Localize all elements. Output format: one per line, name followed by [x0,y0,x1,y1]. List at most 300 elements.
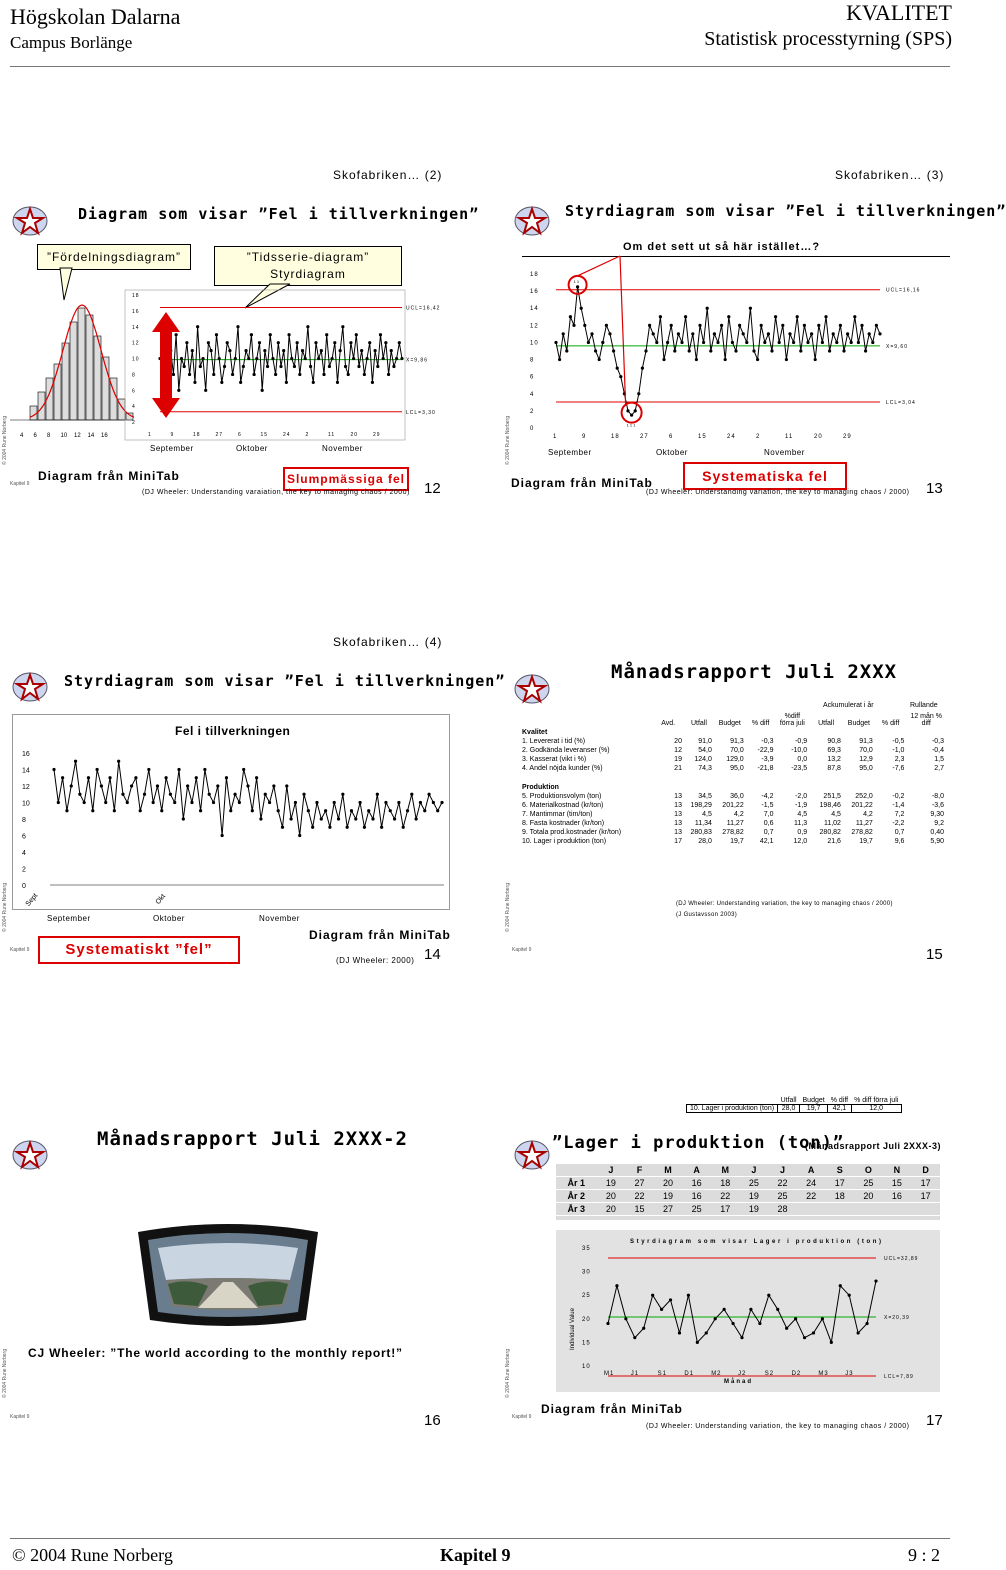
year-label: År 2 [556,1190,597,1203]
data-point [380,826,383,829]
x-tick-label: 18 [611,434,620,440]
data-point [208,793,211,796]
year-cell: 16 [682,1177,711,1190]
data-point [842,349,845,352]
slide16-quote: CJ Wheeler: ”The world according to the monthly report!” [28,1346,403,1360]
data-point [371,817,374,820]
month-label: November [322,444,363,453]
table-cell: 11,3 [794,820,808,827]
footer-rule [10,1538,950,1539]
data-point [341,325,344,328]
data-point [203,768,206,771]
table-cell: 12 mån % diff [910,713,942,727]
data-point [306,325,309,328]
data-point [387,373,390,376]
data-point [828,349,831,352]
data-point [853,315,856,318]
data-point [134,776,137,779]
data-point [363,373,366,376]
center-label: X=9,60 [886,343,908,350]
x-tick-label: J2 [738,1371,747,1377]
section-row [520,728,946,737]
spacer-row [520,773,946,783]
data-point [642,1327,645,1330]
signal-marker-bottom: 1 1 1 [626,422,636,428]
data-point [803,324,806,327]
data-point [794,1317,797,1320]
data-point [583,324,586,327]
monthly-report-table [520,712,946,846]
table-cell: 2,3 [894,756,905,763]
x-tick-label: S1 [657,1371,667,1377]
data-point [767,332,770,335]
data-point [860,324,863,327]
data-point [126,801,129,804]
data-point [173,801,176,804]
data-point [594,349,597,352]
data-point [817,324,820,327]
data-point [688,349,691,352]
data-point [242,768,245,771]
table-cell [684,728,714,737]
data-point [630,414,633,417]
table-cell: 7,2 [894,811,905,818]
data-point [810,332,813,335]
slide16-page: 16 [424,1412,441,1429]
y-tick-label: 10 [22,800,30,808]
data-point [312,381,315,384]
data-point [814,358,817,361]
data-point [659,315,662,318]
mini-cell: 19,7 [800,1105,828,1113]
table-cell: 95,0 [859,765,873,772]
data-point [108,776,111,779]
lcl-label: LCL=7,89 [884,1373,914,1380]
data-point [156,784,159,787]
callout-distribution-text: ”Fördelningsdiagram” [46,250,182,264]
table-cell: -2,2 [892,820,905,827]
data-point [250,333,253,336]
data-point [395,357,398,360]
table-cell: -0,9 [795,738,808,745]
x-tick-label: 27 [215,432,224,438]
table-cell: 70,0 [730,747,744,754]
table-cell: -1,4 [892,802,905,809]
data-point [255,776,258,779]
hist-tick-label: 4 [20,433,24,439]
data-point [752,349,755,352]
data-point [352,357,355,360]
table-cell: -0,3 [931,738,944,745]
x-tick-label: 6 [238,432,242,438]
table-cell: 69,3 [827,747,841,754]
table-cell: -0,4 [931,747,944,754]
data-point [287,333,290,336]
x-tick-label: S2 [764,1371,775,1377]
slide16-title: Månadsrapport Juli 2XXX-2 [97,1128,408,1150]
data-point [605,324,608,327]
data-point [799,349,802,352]
year-cell: 20 [597,1190,626,1203]
data-point [339,349,342,352]
mini-header-row [687,1097,902,1105]
data-point [738,324,741,327]
slide14-red-label-text: Systematiskt ”fel” [65,941,213,958]
data-point [393,817,396,820]
data-point [333,801,336,804]
slide14-citation: (DJ Wheeler: 2000) [336,956,415,965]
data-point [57,801,60,804]
hist-tick-label: 6 [33,433,37,439]
data-point [87,776,90,779]
data-point [271,357,274,360]
year-cell: 17 [711,1203,740,1216]
x-tick-label: 1 [553,434,558,440]
table-cell: 90,8 [827,738,841,745]
table-cell: 19 [674,756,682,763]
data-point [231,373,234,376]
table-row [520,792,946,801]
data-point [644,349,647,352]
y-tick-label: 4 [22,850,26,857]
month-header-cell: F [625,1164,654,1177]
star-icon [514,1140,550,1170]
ucl-label: UCL=32,89 [884,1255,919,1262]
table-cell: -0,3 [761,738,774,745]
data-point [193,381,196,384]
data-point [812,1331,815,1334]
data-point [290,357,293,360]
slide15-group-acc: Ackumulerat i år [823,702,874,709]
table-cell [775,728,809,737]
year-cell: 25 [854,1177,883,1190]
table-cell: 13 [674,793,682,800]
table-cell: -4,2 [761,793,774,800]
y-tick-label: 8 [132,372,136,379]
y-tick-label: 6 [132,388,136,395]
table-cell [775,773,809,783]
data-point [839,324,842,327]
month-header-cell: J [740,1164,769,1177]
data-point [406,809,409,812]
y-tick-label: 16 [132,308,140,315]
data-point [336,381,339,384]
data-point [580,307,583,310]
table-cell: 74,3 [698,765,712,772]
table-cell: 13 [674,829,682,836]
year-cell: 22 [768,1177,797,1190]
data-point [261,389,264,392]
y-tick-label: 4 [530,391,535,398]
data-point [824,315,827,318]
side-copyright: © 2004 Rune Norberg [2,883,8,932]
histogram-bar [70,322,77,420]
month-header-cell: M [711,1164,740,1177]
y-tick-label: 8 [22,817,26,824]
data-point [113,809,116,812]
data-point [419,801,422,804]
table-cell: 95,0 [730,765,744,772]
data-point [139,809,142,812]
month-label: September [548,448,592,457]
y-tick-label: 2 [530,408,535,415]
data-point [397,801,400,804]
data-point [238,801,241,804]
table-cell: 0,6 [763,820,774,827]
data-point [269,333,272,336]
table-row [520,837,946,846]
data-point [691,332,694,335]
data-point [104,801,107,804]
month-header-cell [556,1164,597,1177]
x-tick-label: 9 [170,432,175,438]
table-row [520,737,946,746]
hist-tick-label: 14 [87,433,95,439]
slide12-page: 12 [424,480,441,497]
y-tick-label: 15 [582,1340,591,1347]
table-cell: 36,0 [730,793,744,800]
table-cell: 201,22 [851,802,873,809]
data-point [301,349,304,352]
data-point [666,341,669,344]
table-cell: Produktion [522,784,559,791]
data-point [344,365,347,368]
data-point [776,1308,779,1311]
slide12-citation: (DJ Wheeler: Understanding varaiation, the key to managing chaos / 2000) [142,489,410,496]
data-point [376,365,379,368]
data-point [616,367,619,370]
data-point [384,341,387,344]
data-point [714,1317,717,1320]
footer-chapter: Kapitel 9 [440,1545,511,1565]
data-point [874,1279,877,1282]
data-point [677,332,680,335]
data-point [695,358,698,361]
table-cell: 12,0 [793,838,808,845]
table-cell: Utfall [818,720,835,727]
table-cell [714,773,746,783]
year-cell: 25 [768,1190,797,1203]
data-point [255,357,258,360]
table-cell: 198,46 [819,802,841,809]
data-point [806,341,809,344]
data-point [651,1294,654,1297]
data-point [233,793,236,796]
chapter-small: Kapitel 9 [10,947,30,953]
data-point [182,817,185,820]
slide15-title: Månadsrapport Juli 2XXX [611,661,898,683]
table-cell: 251,5 [823,793,841,800]
data-point [598,358,601,361]
data-point [652,332,655,335]
table-cell [809,783,843,792]
x-tick-label: 20 [350,432,359,438]
data-point [164,776,167,779]
data-point [220,381,223,384]
slide12-red-label-text: Slumpmässiga fel [286,472,406,486]
table-cell: 42,1 [759,838,774,845]
year-cell: 25 [740,1177,769,1190]
data-point [311,826,314,829]
data-point [281,826,284,829]
data-point [96,768,99,771]
x-rot-label: Okt [154,893,168,906]
data-point [850,341,853,344]
histogram-bar [78,308,85,420]
data-point [402,826,405,829]
data-point [684,315,687,318]
mini-header-cell [687,1097,778,1105]
table-cell: 278,82 [722,829,744,836]
data-point [720,324,723,327]
star-icon [12,672,48,702]
table-cell [843,783,875,792]
data-point [298,373,301,376]
table-cell [875,728,907,737]
data-point [724,358,727,361]
data-point [296,341,299,344]
slide13-chart [518,262,958,462]
slide12-source: Diagram från MiniTab [38,469,180,483]
month-label: Oktober [656,448,688,457]
y-tick-label: 0 [530,426,535,432]
table-row [520,801,946,810]
data-point [368,341,371,344]
data-point [706,307,709,310]
data-point [52,768,55,771]
data-point [258,341,261,344]
x-tick-label: 27 [640,434,649,440]
data-point [839,1284,842,1287]
arrow-shaft [160,330,172,400]
mini-cell: 10. Lager i produktion (ton) [687,1105,778,1113]
table-cell: 6. Materialkostnad (kr/ton) [522,802,604,809]
series-line [556,287,880,415]
table-cell [906,783,946,792]
data-point [655,341,658,344]
y-tick-label: 14 [530,306,539,313]
x-tick-label: M1 [604,1371,615,1377]
data-point [587,341,590,344]
data-point [673,349,676,352]
y-tick-label: 16 [22,751,30,758]
table-row [520,755,946,764]
data-point [186,784,189,787]
data-point [183,365,186,368]
mini-header-cell: Utfall [780,1097,797,1104]
data-point [266,365,269,368]
table-cell: -0,2 [892,793,905,800]
table-cell: 1. Levererat i tid (%) [522,738,586,745]
data-point [423,809,426,812]
slide13-title: Styrdiagram som visar ”Fel i tillverkningen” [565,202,1006,220]
side-copyright: © 2004 Rune Norberg [505,883,511,932]
data-point [268,801,271,804]
data-point [228,349,231,352]
data-point [615,1284,618,1287]
year-cell [911,1203,940,1216]
table-cell: -3,6 [931,802,944,809]
data-point [279,365,282,368]
data-point [590,332,593,335]
data-point [662,358,665,361]
x-tick-label: 20 [814,434,823,440]
data-point [742,332,745,335]
table-cell: %diff förra juli [779,713,805,727]
slide14-red-label [38,936,240,964]
data-point [221,834,224,837]
table-cell: -1,9 [795,802,808,809]
data-point [83,801,86,804]
year-cell [883,1203,912,1216]
table-cell: -1,0 [892,747,905,754]
data-point [226,341,229,344]
data-point [781,324,784,327]
campus-name: Campus Borlänge [10,33,133,52]
y-tick-label: 12 [22,784,30,791]
chapter-small: Kapitel 9 [512,947,532,953]
data-point [130,784,133,787]
callout-pointers [0,0,480,320]
slide15-group-roll: Rullande [910,702,938,709]
mini-cell: 28,0 [778,1105,800,1113]
data-point [716,341,719,344]
table-cell [684,783,714,792]
center-label: X=20,39 [884,1314,910,1321]
data-point [314,341,317,344]
table-cell: 91,0 [698,738,712,745]
table-cell: 20 [674,738,682,745]
slide14-chart [14,745,448,923]
data-point [204,389,207,392]
data-point [427,793,430,796]
data-point [367,809,370,812]
data-point [410,793,413,796]
data-point [619,375,622,378]
year-header-row [556,1164,940,1177]
data-point [612,349,615,352]
x-tick-label: J1 [630,1371,640,1377]
data-point [846,332,849,335]
data-point [199,365,202,368]
data-point [285,784,288,787]
table-row [520,764,946,773]
data-point [832,332,835,335]
y-tick-label: 35 [582,1246,591,1252]
y-tick-label: 2 [132,420,136,427]
table-header-row [520,712,946,728]
data-point [253,373,256,376]
table-cell: 10. Lager i produktion (ton) [522,838,607,845]
year-cell: 17 [911,1190,940,1203]
table-cell: 34,5 [698,793,712,800]
year-cell: 20 [854,1190,883,1203]
data-point [392,365,395,368]
data-point [785,1327,788,1330]
data-point [868,332,871,335]
table-cell: 280,82 [819,829,841,836]
table-cell [875,783,907,792]
slide17-page: 17 [926,1412,943,1429]
month-header-cell: A [797,1164,826,1177]
ucl-label: UCL=16,42 [406,305,441,312]
slide14-chart-title: Fel i tillverkningen [175,724,291,738]
y-tick-label: 14 [22,767,30,775]
x-tick-label: 1 [148,432,152,438]
side-copyright: © 2004 Rune Norberg [2,416,8,465]
data-point [325,333,328,336]
y-tick-label: 6 [22,833,26,841]
